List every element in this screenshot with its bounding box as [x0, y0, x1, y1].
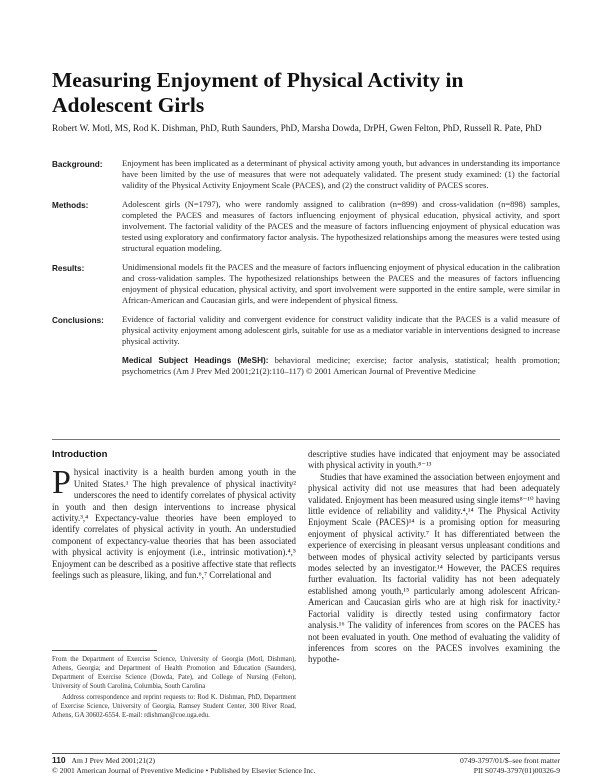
- abstract-label: Background:: [52, 159, 103, 169]
- abstract-methods: [52, 199, 560, 254]
- mesh-text: behavioral medicine; exercise; factor analysis, statistical; health promotion; psychometrics (Am J Prev Med 2001;21(2):110–117) © 2001 American Journal of Preventive Medicine: [122, 355, 560, 376]
- abstract-results: [52, 262, 560, 306]
- body-paragraph: Studies that have examined the association between enjoyment and physical activity did not use measures that had been adequately validated. Enjoyment has been measured using single items⁸⁻¹⁰ having little evidence of reliability and validity.⁴,¹⁴ The Physical Activity Enjoyment Scale (PACES)¹⁴ is a promising option for measuring enjoyment of physical activity.⁷ It has differentiated between the experience of exercising in pleasant versus unpleasant conditions and between modes of physical activity selected by participants versus modes selected by an investigator.¹⁴ However, the PACES requires further evaluation. Its factorial validity has not been adequately established among youth,¹⁵ particularly among adolescent African-American and Caucasian girls who are at high risk for inactivity.² Factorial validity is directly tested using confirmatory factor analysis.¹⁶ The validity of inferences from scores on the PACES has not been evaluated in youth. One method of evaluating the validity of inferences from scores on the PACES involves examining the hypothe-: [308, 471, 560, 665]
- abstract-text: Enjoyment has been implicated as a determinant of physical activity among youth, but advances in understanding its importance have been limited by the use of measures that were not adequately validated. The present study examined: (1) the factorial validity of the Physical Activity Enjoyment Scale (PACES), and (2) the construct validity of PACES scores.: [122, 158, 560, 190]
- footnote-divider: [52, 650, 157, 651]
- abstract-text: Adolescent girls (N=1797), who were randomly assigned to calibration (n=899) and cross-validation (n=898) samples, completed the PACES and measures of factors influencing enjoyment of physical education, physical activity, and sport involvement. The factorial validity of the PACES and the measure of factors influencing enjoyment of physical education was tested using exploratory and confirmatory factor analysis. The hypothesized relationships among the measures were tested using structural equation modeling.: [122, 199, 560, 253]
- drop-cap: P: [52, 464, 71, 502]
- mesh-keywords: [122, 355, 560, 377]
- journal-citation: Am J Prev Med 2001;21(2): [71, 756, 156, 765]
- page-footer: [52, 756, 560, 775]
- abstract-text: Evidence of factorial validity and convergent evidence for construct validity indicate that the PACES is a valid measure of physical activity enjoyment among adolescent girls, suitable for use as a mediator variable in interventions designed to increase physical activity.: [122, 314, 560, 346]
- body-column-left: [52, 449, 296, 581]
- abstract-divider: [52, 439, 560, 440]
- author-list: Robert W. Motl, MS, Rod K. Dishman, PhD, Ruth Saunders, PhD, Marsha Dowda, DrPH, Gwen Felton, PhD, Russell R. Pate, PhD: [52, 124, 542, 134]
- abstract-background: [52, 158, 560, 191]
- abstract: [52, 158, 560, 377]
- pii: PII S0749-3797(01)00326-9: [473, 765, 560, 775]
- footer-divider: [52, 753, 560, 754]
- correspondence: Address correspondence and reprint requests to: Rod K. Dishman, PhD, Department of Exercise Science, University of Georgia, Ramsey Student Center, 300 River Road, Athens, GA 30602-6554. E-mail: rdishman@coe.uga.edu.: [52, 694, 296, 719]
- article-title: Measuring Enjoyment of Physical Activity in Adolescent Girls: [52, 68, 464, 117]
- copyright: © 2001 American Journal of Preventive Medicine • Published by Elsevier Science Inc.: [52, 765, 316, 775]
- section-heading: Introduction: [52, 449, 108, 460]
- issn: 0749-3797/01/$–see front matter: [460, 756, 560, 765]
- paragraph-text: hysical inactivity is a health burden among youth in the United States.¹ The high prevalence of physical inactivity² underscores the need to identify correlates of physical activity in youth and then design interventions to increase physical activity.³,⁴ Expectancy-value theories have been employed to identify correlates of physical activity in youth. An understudied component of expectancy-value theories that has been associated with physical activity is enjoyment (i.e., intrinsic motivation).⁴,⁵ Enjoyment can be described as a positive affective state that reflects feelings such as pleasure, liking, and fun.⁶,⁷ Correlational and: [52, 467, 296, 581]
- body-column-right: [308, 449, 560, 666]
- abstract-conclusions: [52, 314, 560, 347]
- abstract-label: Results:: [52, 263, 85, 273]
- abstract-label: Conclusions:: [52, 315, 104, 325]
- page-number: 110: [52, 755, 66, 765]
- abstract-text: Unidimensional models fit the PACES and the measure of factors influencing enjoyment of physical education in the calibration and cross-validation samples. The hypothesized relationships between the PACES and the measures of factors influencing enjoyment of physical education, physical activity, and sport involvement were supported in the entire sample, were similar in African-American and Caucasian girls, and were independent of physical fitness.: [122, 262, 560, 305]
- affiliations: From the Department of Exercise Science, University of Georgia (Motl, Dishman), Athens, Georgia; and Department of Health Promotion and Education (Saunders), Department of Exercise Science (Dowda, Pate), and College of Nursing (Felton), University of South Carolina, Columbia, South Carolina: [52, 656, 296, 690]
- footnote: [52, 655, 296, 722]
- abstract-label: Methods:: [52, 200, 89, 210]
- body-paragraph: descriptive studies have indicated that enjoyment may be associated with physical activity in youth.⁸⁻¹³: [308, 449, 560, 471]
- body-paragraph: [52, 464, 296, 581]
- mesh-label: Medical Subject Headings (MeSH):: [122, 356, 269, 365]
